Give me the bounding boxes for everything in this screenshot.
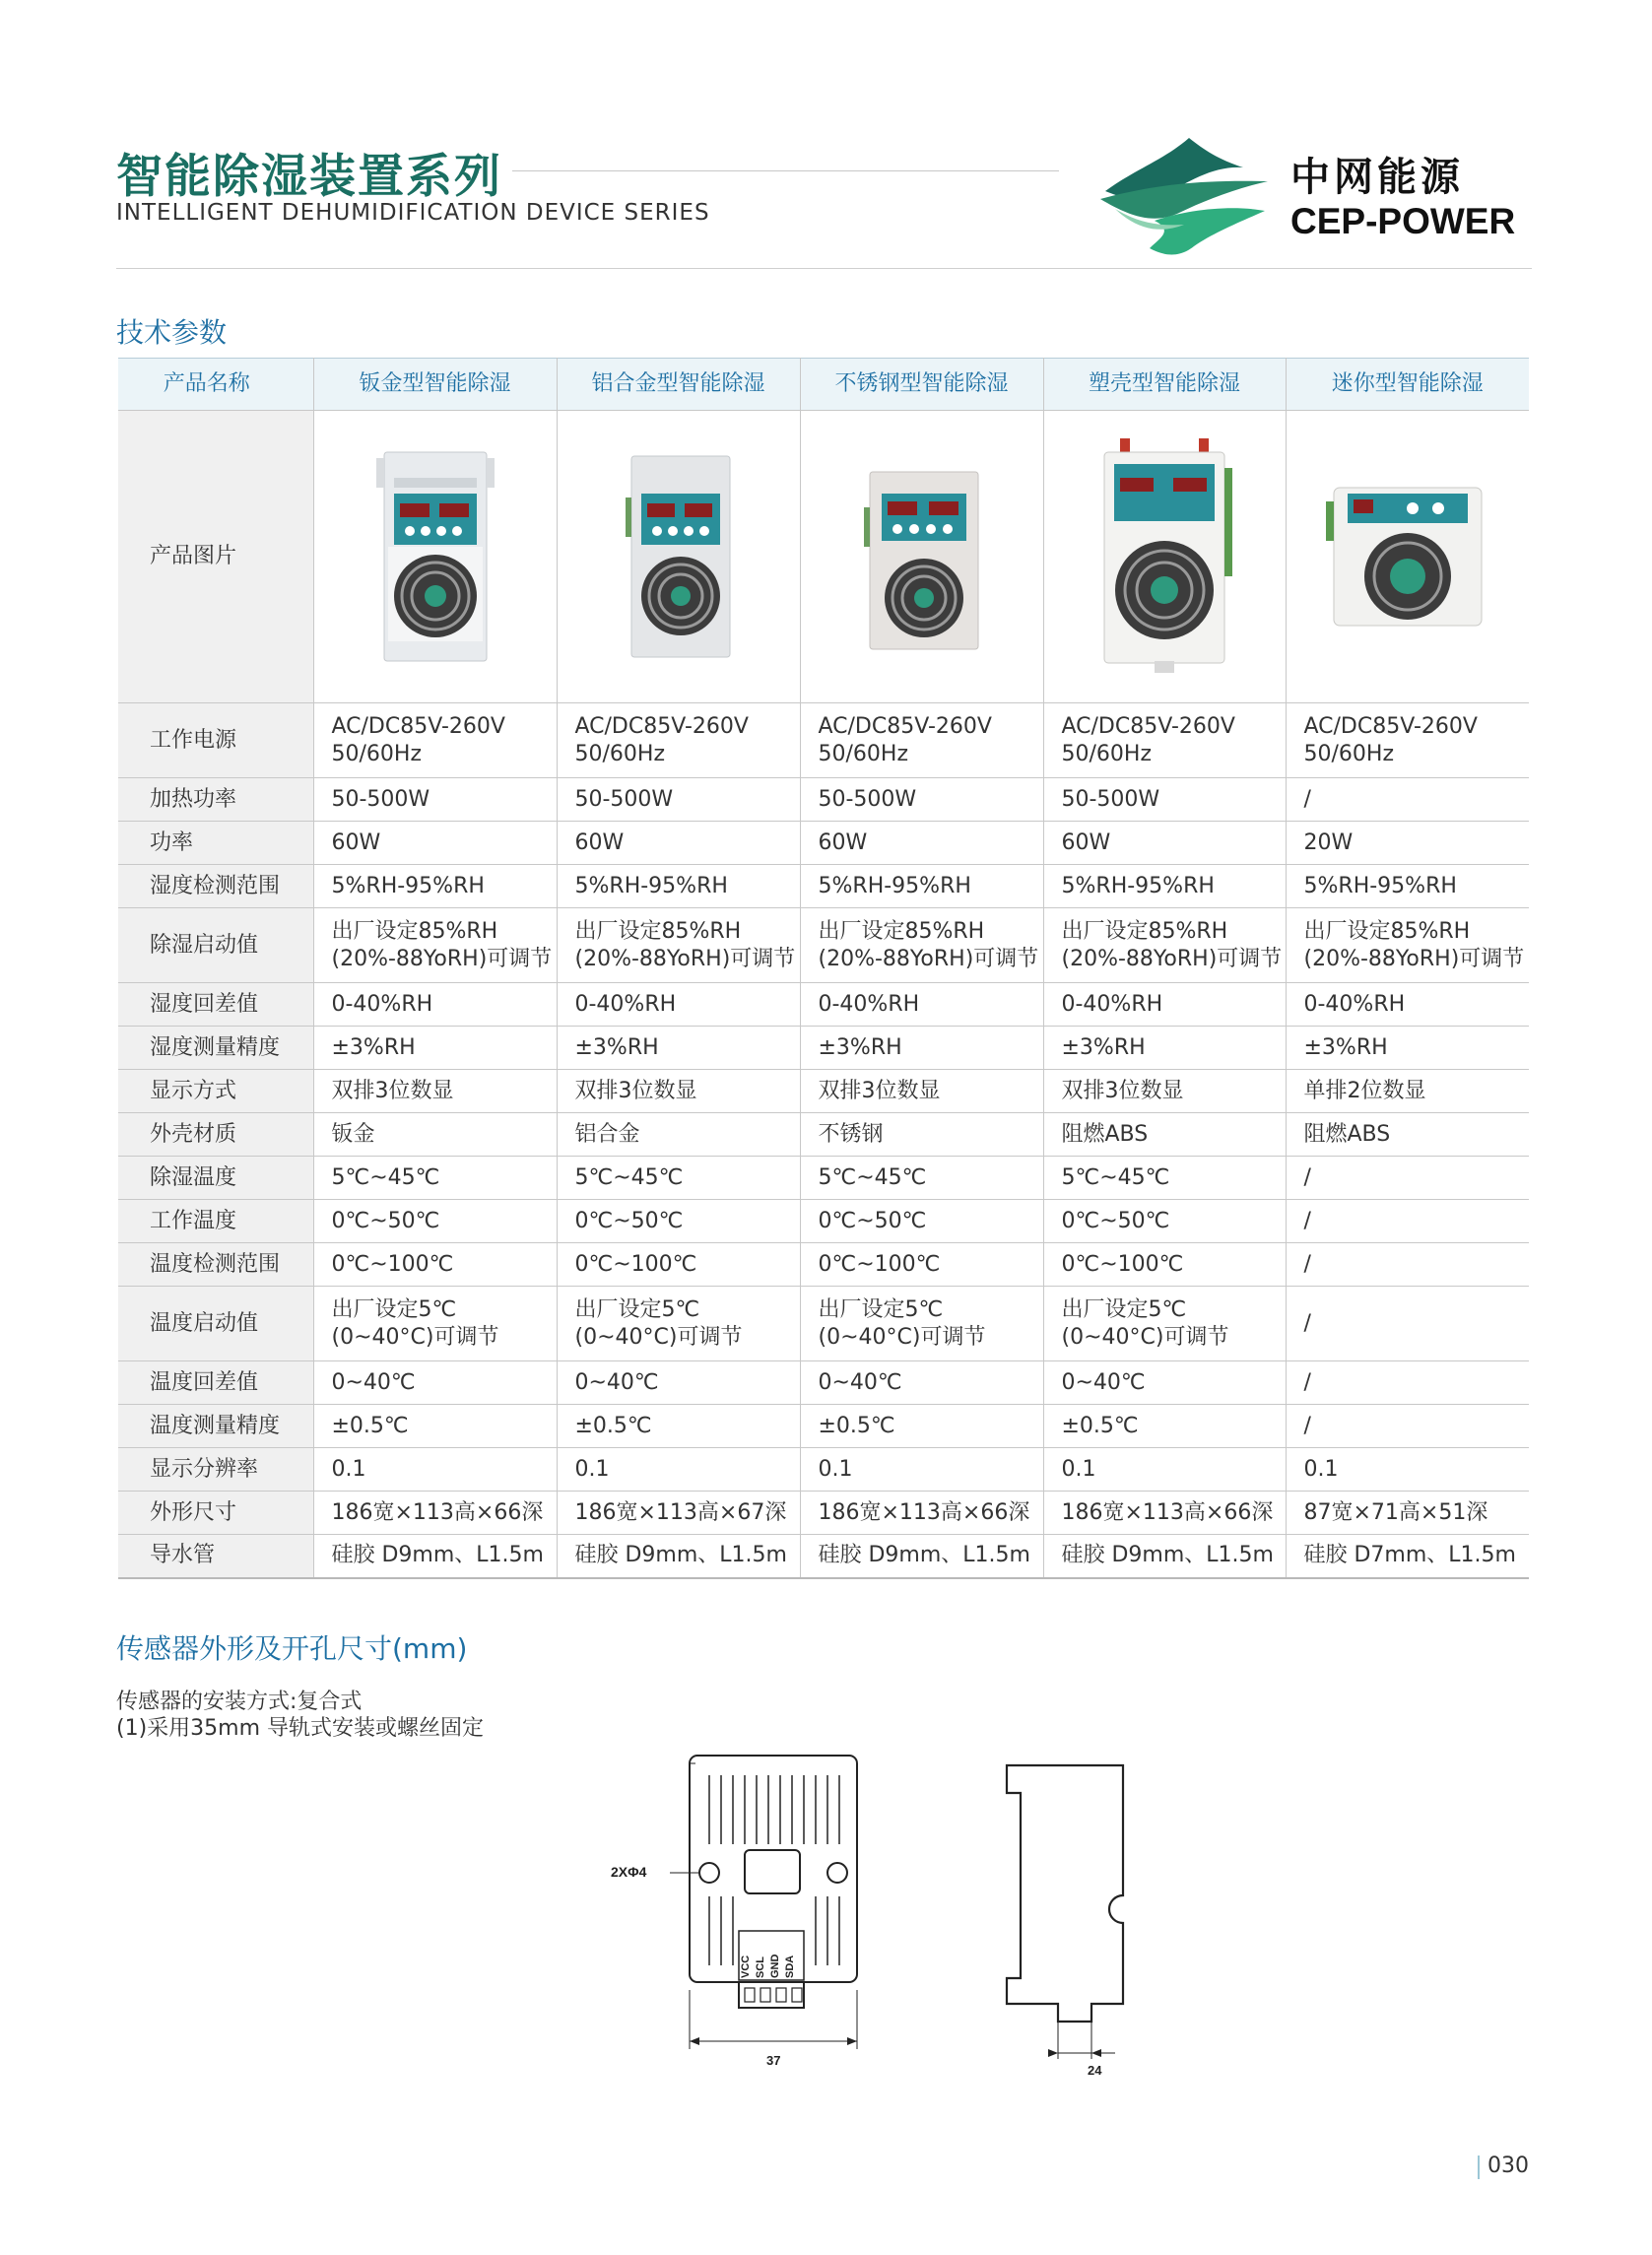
- table-cell: [313, 865, 557, 908]
- table-row-label: 功率: [118, 822, 313, 865]
- table-cell-line: 5%RH-95%RH: [818, 873, 971, 898]
- table-cell: [1286, 1157, 1529, 1200]
- table-row: [118, 1243, 1529, 1287]
- table-cell-line: 0~40℃: [331, 1369, 416, 1395]
- header-bottom-divider: [116, 268, 1532, 269]
- spec-table: [118, 358, 1529, 1579]
- table-row-label: 加热功率: [118, 778, 313, 822]
- table-cell: [557, 1535, 800, 1578]
- table-row-label: 外壳材质: [118, 1113, 313, 1157]
- table-cell-line: 双排3位数显: [1061, 1078, 1184, 1103]
- table-row-label: 除湿启动值: [118, 908, 313, 983]
- table-cell: [313, 1361, 557, 1405]
- table-cell-line: 0.1: [1061, 1456, 1096, 1482]
- table-cell-line: 硅胶 D9mm、L1.5m: [574, 1543, 787, 1568]
- table-cell-line: ±0.5℃: [1061, 1413, 1139, 1438]
- table-row: [118, 1027, 1529, 1070]
- aluminum-alloy-product-image: [620, 448, 738, 665]
- table-cell: [557, 1448, 800, 1492]
- table-cell: [557, 1070, 800, 1113]
- table-cell-line: 5℃~45℃: [574, 1164, 684, 1190]
- table-cell-line: 出厂设定85%RH: [1061, 918, 1228, 944]
- table-cell-line: /: [1303, 1208, 1311, 1233]
- table-cell: [1043, 1492, 1286, 1535]
- table-cell: [557, 778, 800, 822]
- pin-label: GND: [769, 1954, 781, 1978]
- table-cell-line: (20%-88YoRH)可调节: [331, 946, 553, 971]
- table-row: [118, 1361, 1529, 1405]
- table-row: [118, 1113, 1529, 1157]
- section-title-specs: 技术参数: [116, 316, 228, 349]
- table-cell: [1286, 1113, 1529, 1157]
- table-cell: [1286, 1287, 1529, 1361]
- sheet-metal-product-image: [376, 448, 495, 665]
- table-cell-line: 0℃~100℃: [331, 1251, 454, 1277]
- page-subtitle: INTELLIGENT DEHUMIDIFICATION DEVICE SERIES: [116, 200, 710, 226]
- table-cell: [313, 822, 557, 865]
- table-cell-line: 186宽×113高×67深: [574, 1499, 787, 1525]
- table-cell: [800, 1200, 1043, 1243]
- table-cell-line: AC/DC85V-260V: [1303, 713, 1478, 739]
- table-cell: [1043, 1157, 1286, 1200]
- table-cell-line: 0-40%RH: [1061, 991, 1163, 1017]
- table-cell: [313, 1157, 557, 1200]
- table-cell-line: (20%-88YoRH)可调节: [574, 946, 796, 971]
- pin-label: SCL: [755, 1957, 766, 1978]
- table-cell-line: (20%-88YoRH)可调节: [818, 946, 1039, 971]
- table-cell-line: ±0.5℃: [574, 1413, 652, 1438]
- table-cell-line: 0.1: [574, 1456, 610, 1482]
- table-row-label: 产品图片: [118, 411, 313, 703]
- table-cell-line: 186宽×113高×66深: [1061, 1499, 1274, 1525]
- page-number-divider: [1478, 2156, 1480, 2179]
- table-cell-line: (0~40°C)可调节: [574, 1324, 743, 1350]
- table-cell: [1043, 1405, 1286, 1448]
- table-cell-line: AC/DC85V-260V: [1061, 713, 1235, 739]
- table-cell-line: 阻燃ABS: [1061, 1121, 1149, 1147]
- table-cell-line: (20%-88YoRH)可调节: [1303, 946, 1525, 971]
- table-cell-line: 60W: [574, 829, 625, 855]
- table-cell-line: 硅胶 D9mm、L1.5m: [331, 1543, 544, 1568]
- table-cell: [313, 1200, 557, 1243]
- table-cell-line: 20W: [1303, 829, 1354, 855]
- table-header-row: [118, 359, 1529, 411]
- table-cell-line: ±3%RH: [331, 1034, 416, 1060]
- table-cell-line: 0-40%RH: [818, 991, 920, 1017]
- table-cell: [1043, 1361, 1286, 1405]
- table-row-label: 温度启动值: [118, 1287, 313, 1361]
- table-cell: [1043, 1070, 1286, 1113]
- table-cell: [1286, 1492, 1529, 1535]
- page-title: 智能除湿装置系列: [116, 150, 502, 204]
- table-cell-line: 单排2位数显: [1303, 1078, 1426, 1103]
- table-cell-line: 0.1: [1303, 1456, 1339, 1482]
- table-row-label: 温度回差值: [118, 1361, 313, 1405]
- table-cell-line: (0~40°C)可调节: [818, 1324, 986, 1350]
- section-title-sensor: 传感器外形及开孔尺寸(mm): [116, 1632, 468, 1665]
- table-row-label: 除湿温度: [118, 1157, 313, 1200]
- table-cell-line: 出厂设定5℃: [331, 1296, 457, 1322]
- table-cell-line: 50-500W: [1061, 786, 1160, 812]
- table-row-label: 温度测量精度: [118, 1405, 313, 1448]
- table-cell: [313, 1243, 557, 1287]
- table-cell: [800, 983, 1043, 1027]
- table-cell: [1043, 983, 1286, 1027]
- table-cell: [1043, 1448, 1286, 1492]
- table-cell-line: 50/60Hz: [331, 741, 422, 766]
- table-cell: [557, 908, 800, 983]
- table-cell-line: /: [1303, 1164, 1311, 1190]
- table-cell: [557, 822, 800, 865]
- table-row: [118, 1157, 1529, 1200]
- table-cell-line: 5℃~45℃: [331, 1164, 440, 1190]
- table-cell: [800, 908, 1043, 983]
- table-cell: [1286, 1361, 1529, 1405]
- table-cell: [557, 1405, 800, 1448]
- table-cell-line: 50-500W: [574, 786, 674, 812]
- table-cell-line: /: [1303, 1310, 1311, 1336]
- table-row-label: 外形尺寸: [118, 1492, 313, 1535]
- table-cell-line: 5%RH-95%RH: [574, 873, 728, 898]
- table-cell-line: (20%-88YoRH)可调节: [1061, 946, 1283, 971]
- brand-logo-icon: [1095, 130, 1273, 268]
- stainless-steel-product-image: [858, 458, 986, 655]
- side-width-dimension-label: 24: [1088, 2063, 1102, 2078]
- table-header-cell: 产品名称: [118, 359, 313, 411]
- table-cell-line: 双排3位数显: [331, 1078, 454, 1103]
- table-row: [118, 983, 1529, 1027]
- table-cell: [313, 1113, 557, 1157]
- table-cell: [800, 1157, 1043, 1200]
- table-cell-line: 阻燃ABS: [1303, 1121, 1391, 1147]
- table-cell-line: 0~40℃: [818, 1369, 902, 1395]
- table-row-label: 湿度检测范围: [118, 865, 313, 908]
- table-cell: [557, 1113, 800, 1157]
- table-cell: [800, 1287, 1043, 1361]
- table-cell-line: ±3%RH: [818, 1034, 902, 1060]
- table-cell-line: 硅胶 D9mm、L1.5m: [1061, 1543, 1274, 1568]
- sensor-front-drawing: [591, 1754, 887, 2079]
- table-cell-line: 5%RH-95%RH: [331, 873, 485, 898]
- table-cell-line: 硅胶 D7mm、L1.5m: [1303, 1543, 1516, 1568]
- table-cell-line: /: [1303, 1369, 1311, 1395]
- header-divider: [512, 170, 1059, 171]
- table-cell: [1286, 983, 1529, 1027]
- table-row-label: 工作电源: [118, 703, 313, 778]
- table-cell-line: 0℃~100℃: [1061, 1251, 1184, 1277]
- table-cell-line: 出厂设定5℃: [818, 1296, 944, 1322]
- table-cell-line: 5%RH-95%RH: [1303, 873, 1457, 898]
- install-method-text: 传感器的安装方式:复合式: [116, 1690, 363, 1714]
- table-cell-line: (0~40°C)可调节: [1061, 1324, 1229, 1350]
- vent-slots: [709, 1775, 839, 1965]
- table-cell-line: 0~40℃: [1061, 1369, 1146, 1395]
- table-cell: [800, 1243, 1043, 1287]
- table-row: [118, 1492, 1529, 1535]
- table-row: [118, 822, 1529, 865]
- table-cell: [557, 1157, 800, 1200]
- sensor-side-drawing: [995, 1763, 1153, 2089]
- table-cell-line: 5%RH-95%RH: [1061, 873, 1215, 898]
- table-cell: [800, 1070, 1043, 1113]
- table-cell: [800, 1113, 1043, 1157]
- table-cell: [1043, 1113, 1286, 1157]
- table-row-label: 湿度回差值: [118, 983, 313, 1027]
- table-cell-line: 87宽×71高×51深: [1303, 1499, 1488, 1525]
- table-row: [118, 1287, 1529, 1361]
- table-cell: [1286, 1200, 1529, 1243]
- table-cell: [1043, 1243, 1286, 1287]
- table-cell: [800, 778, 1043, 822]
- table-header-cell: 钣金型智能除湿: [313, 359, 557, 411]
- table-cell: [800, 1535, 1043, 1578]
- table-cell-line: AC/DC85V-260V: [331, 713, 505, 739]
- table-cell-line: 出厂设定85%RH: [331, 918, 498, 944]
- table-cell: [1043, 1200, 1286, 1243]
- table-cell: [557, 703, 800, 778]
- table-cell: [1286, 703, 1529, 778]
- table-cell-line: 0-40%RH: [574, 991, 677, 1017]
- table-cell: [800, 822, 1043, 865]
- table-cell-line: 0.1: [818, 1456, 853, 1482]
- table-row-label: 湿度测量精度: [118, 1027, 313, 1070]
- table-row: [118, 1200, 1529, 1243]
- table-row: [118, 908, 1529, 983]
- table-cell-line: 出厂设定85%RH: [1303, 918, 1471, 944]
- table-cell: [800, 1405, 1043, 1448]
- table-cell: [313, 1448, 557, 1492]
- table-cell: [1286, 1243, 1529, 1287]
- table-cell-line: 60W: [331, 829, 381, 855]
- table-cell: [557, 1361, 800, 1405]
- table-cell-line: 硅胶 D9mm、L1.5m: [818, 1543, 1030, 1568]
- table-cell-line: 0℃~100℃: [818, 1251, 941, 1277]
- table-cell-line: /: [1303, 786, 1311, 812]
- plastic-shell-product-image: [1090, 438, 1238, 675]
- table-cell-line: 0-40%RH: [1303, 991, 1406, 1017]
- table-cell: [557, 1027, 800, 1070]
- table-row-label: 导水管: [118, 1535, 313, 1578]
- table-row: [118, 1448, 1529, 1492]
- brand-name-en: CEP-POWER: [1290, 201, 1516, 241]
- table-cell-line: 出厂设定5℃: [1061, 1296, 1187, 1322]
- table-cell-line: 0-40%RH: [331, 991, 433, 1017]
- table-row-label: 工作温度: [118, 1200, 313, 1243]
- table-cell: [1043, 865, 1286, 908]
- table-cell-line: ±3%RH: [1303, 1034, 1388, 1060]
- table-row: [118, 1405, 1529, 1448]
- table-row-label: 显示方式: [118, 1070, 313, 1113]
- table-cell-line: 0℃~50℃: [331, 1208, 440, 1233]
- pin-label: VCC: [740, 1955, 752, 1978]
- table-cell-line: 60W: [818, 829, 868, 855]
- table-cell-line: 0℃~50℃: [1061, 1208, 1170, 1233]
- table-cell: [313, 1287, 557, 1361]
- table-cell-line: 0~40℃: [574, 1369, 659, 1395]
- table-header-cell: 铝合金型智能除湿: [557, 359, 800, 411]
- table-cell-line: 0℃~100℃: [574, 1251, 697, 1277]
- table-cell: [800, 703, 1043, 778]
- table-cell: [1286, 908, 1529, 983]
- table-cell: [1043, 1535, 1286, 1578]
- mini-product-image: [1324, 478, 1491, 635]
- table-cell-line: (0~40°C)可调节: [331, 1324, 499, 1350]
- table-cell: [313, 778, 557, 822]
- table-cell: [1043, 703, 1286, 778]
- table-cell: [1286, 1070, 1529, 1113]
- table-cell-line: /: [1303, 1251, 1311, 1277]
- table-cell-line: /: [1303, 1413, 1311, 1438]
- table-cell: [313, 1492, 557, 1535]
- table-cell: [1286, 1535, 1529, 1578]
- table-cell: [313, 983, 557, 1027]
- table-cell-line: 50-500W: [331, 786, 430, 812]
- table-cell-line: ±3%RH: [1061, 1034, 1146, 1060]
- table-cell-line: ±3%RH: [574, 1034, 659, 1060]
- table-cell: [800, 1027, 1043, 1070]
- table-cell-line: 出厂设定85%RH: [574, 918, 742, 944]
- table-cell: [313, 1535, 557, 1578]
- table-cell-line: ±0.5℃: [818, 1413, 895, 1438]
- table-cell: [557, 1492, 800, 1535]
- table-cell-line: 铝合金: [574, 1121, 640, 1147]
- table-cell: [557, 865, 800, 908]
- table-header-cell: 迷你型智能除湿: [1286, 359, 1529, 411]
- table-cell: [557, 1243, 800, 1287]
- table-cell: [1286, 865, 1529, 908]
- table-cell: [1043, 908, 1286, 983]
- width-dimension-label: 37: [766, 2053, 781, 2068]
- table-row: [118, 1535, 1529, 1578]
- table-cell: [800, 1492, 1043, 1535]
- table-cell: [313, 1405, 557, 1448]
- table-cell-line: 0℃~50℃: [574, 1208, 684, 1233]
- table-cell-line: 不锈钢: [818, 1121, 884, 1147]
- table-row: [118, 865, 1529, 908]
- table-cell-line: 50/60Hz: [1061, 741, 1152, 766]
- table-cell-line: 出厂设定85%RH: [818, 918, 985, 944]
- hole-dimension-label: 2XΦ4: [611, 1864, 647, 1880]
- pin-label: SDA: [784, 1955, 796, 1978]
- table-cell: [557, 1200, 800, 1243]
- table-cell-line: 60W: [1061, 829, 1111, 855]
- table-cell-line: 钣金: [331, 1121, 375, 1147]
- table-cell: [313, 703, 557, 778]
- table-cell-line: 出厂设定5℃: [574, 1296, 700, 1322]
- table-cell-line: AC/DC85V-260V: [574, 713, 749, 739]
- table-cell: [313, 1070, 557, 1113]
- table-cell-line: 5℃~45℃: [818, 1164, 927, 1190]
- table-cell-line: 186宽×113高×66深: [331, 1499, 544, 1525]
- table-cell: [1286, 1405, 1529, 1448]
- table-cell: [1286, 1027, 1529, 1070]
- install-rail-text: (1)采用35mm 导轨式安装或螺丝固定: [116, 1716, 485, 1741]
- table-row: [118, 1070, 1529, 1113]
- table-cell-line: 50/60Hz: [574, 741, 665, 766]
- table-cell: [800, 1361, 1043, 1405]
- brand-name-cn: 中网能源: [1290, 155, 1464, 200]
- table-cell: [1043, 1027, 1286, 1070]
- table-cell-line: 5℃~45℃: [1061, 1164, 1170, 1190]
- table-cell: [1286, 778, 1529, 822]
- table-row-images: [118, 411, 1529, 703]
- table-cell: [313, 908, 557, 983]
- table-cell: [557, 1287, 800, 1361]
- table-cell: [800, 865, 1043, 908]
- table-cell-line: 50-500W: [818, 786, 917, 812]
- table-cell-line: 186宽×113高×66深: [818, 1499, 1030, 1525]
- table-cell-line: 0℃~50℃: [818, 1208, 927, 1233]
- table-cell: [1043, 1287, 1286, 1361]
- table-cell: [1286, 1448, 1529, 1492]
- table-cell: [1043, 822, 1286, 865]
- table-row: [118, 703, 1529, 778]
- page-number: 030: [1487, 2154, 1529, 2178]
- table-cell-line: AC/DC85V-260V: [818, 713, 992, 739]
- table-cell-line: ±0.5℃: [331, 1413, 409, 1438]
- table-header-cell: 不锈钢型智能除湿: [800, 359, 1043, 411]
- table-cell: [1286, 822, 1529, 865]
- table-cell-line: 双排3位数显: [574, 1078, 697, 1103]
- table-cell-line: 50/60Hz: [1303, 741, 1394, 766]
- table-cell-line: 0.1: [331, 1456, 366, 1482]
- table-row-label: 显示分辨率: [118, 1448, 313, 1492]
- table-cell: [557, 983, 800, 1027]
- table-cell: [800, 1448, 1043, 1492]
- table-cell: [1043, 778, 1286, 822]
- table-header-cell: 塑壳型智能除湿: [1043, 359, 1286, 411]
- table-cell-line: 双排3位数显: [818, 1078, 941, 1103]
- table-row-label: 温度检测范围: [118, 1243, 313, 1287]
- table-cell-line: 50/60Hz: [818, 741, 908, 766]
- table-cell: [313, 1027, 557, 1070]
- table-row: [118, 778, 1529, 822]
